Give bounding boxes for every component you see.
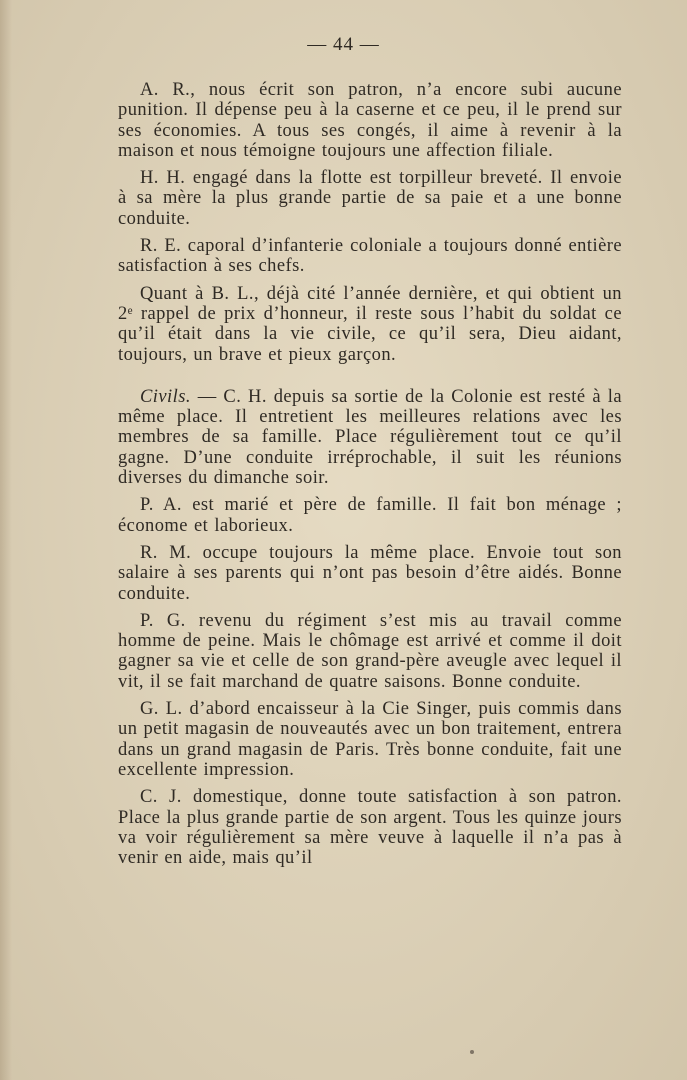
- paragraph-re: R. E. caporal d’infanterie coloniale a toujours donné entière satisfaction à ses chefs.: [118, 236, 622, 277]
- civils-heading: Civils.: [140, 386, 191, 407]
- page-number: — 44 —: [307, 34, 380, 55]
- paragraph-gl: G. L. d’abord encaisseur à la Cie Singer, puis commis dans un petit magasin de nouveautés avec un bon traitement, entrera dans un grand magasin de Paris. Très bonne conduite, fait une excellente impression.: [118, 699, 622, 780]
- body-text: [118, 80, 622, 875]
- paragraph-civils-ch: [118, 387, 622, 488]
- paragraph-ar: A. R., nous écrit son patron, n’a encore subi aucune punition. Il dépense peu à la caserne et ce peu, il le prend sur ses économies. A tous ses congés, il aime à revenir à la maison et nous témoigne toujours une affection filiale.: [118, 80, 622, 161]
- paragraph-rm: R. M. occupe toujours la même place. Envoie tout son salaire à ses parents qui n’ont pas besoin d’être aidés. Bonne conduite.: [118, 542, 622, 604]
- paragraph-bl: Quant à B. L., déjà cité l’année dernière, et qui obtient un 2ᵉ rappel de prix d’honneur, il reste sous l’habit du soldat ce qu’il était dans la vie civile, ce qu’il sera, Dieu aidant, toujours, un brave et pieux garçon.: [118, 283, 622, 365]
- paragraph-pg: P. G. revenu du régiment s’est mis au travail comme homme de peine. Mais le chômage est arrivé et comme il doit gagner sa vie et celle de son grand-père aveugle avec lequel il vit, il se fait marchand de quatre saisons. Bonne conduite.: [118, 610, 622, 692]
- paragraph-pa: P. A. est marié et père de famille. Il fait bon ménage ; économe et laborieux.: [118, 495, 622, 536]
- paragraph-hh: H. H. engagé dans la flotte est torpilleur breveté. Il envoie à sa mère la plus grande partie de sa paie et a une bonne conduite.: [118, 168, 622, 229]
- paper-speck: [470, 1050, 474, 1054]
- page-edge-shadow: [0, 0, 12, 1080]
- civils-ch-text: — C. H. depuis sa sortie de la Colonie est resté à la même place. Il entretient les meilleures relations avec les membres de sa famille. Place régulièrement tout ce qu’il gagne. D’une conduite irréprochable, il suit les réunions diverses du dimanche soir.: [118, 386, 622, 489]
- paragraph-cj: C. J. domestique, donne toute satisfaction à son patron. Place la plus grande partie de son argent. Tous les quinze jours va voir régulièrement sa mère veuve à laquelle il n’a pas à venir en aide, mais qu’il: [118, 787, 622, 869]
